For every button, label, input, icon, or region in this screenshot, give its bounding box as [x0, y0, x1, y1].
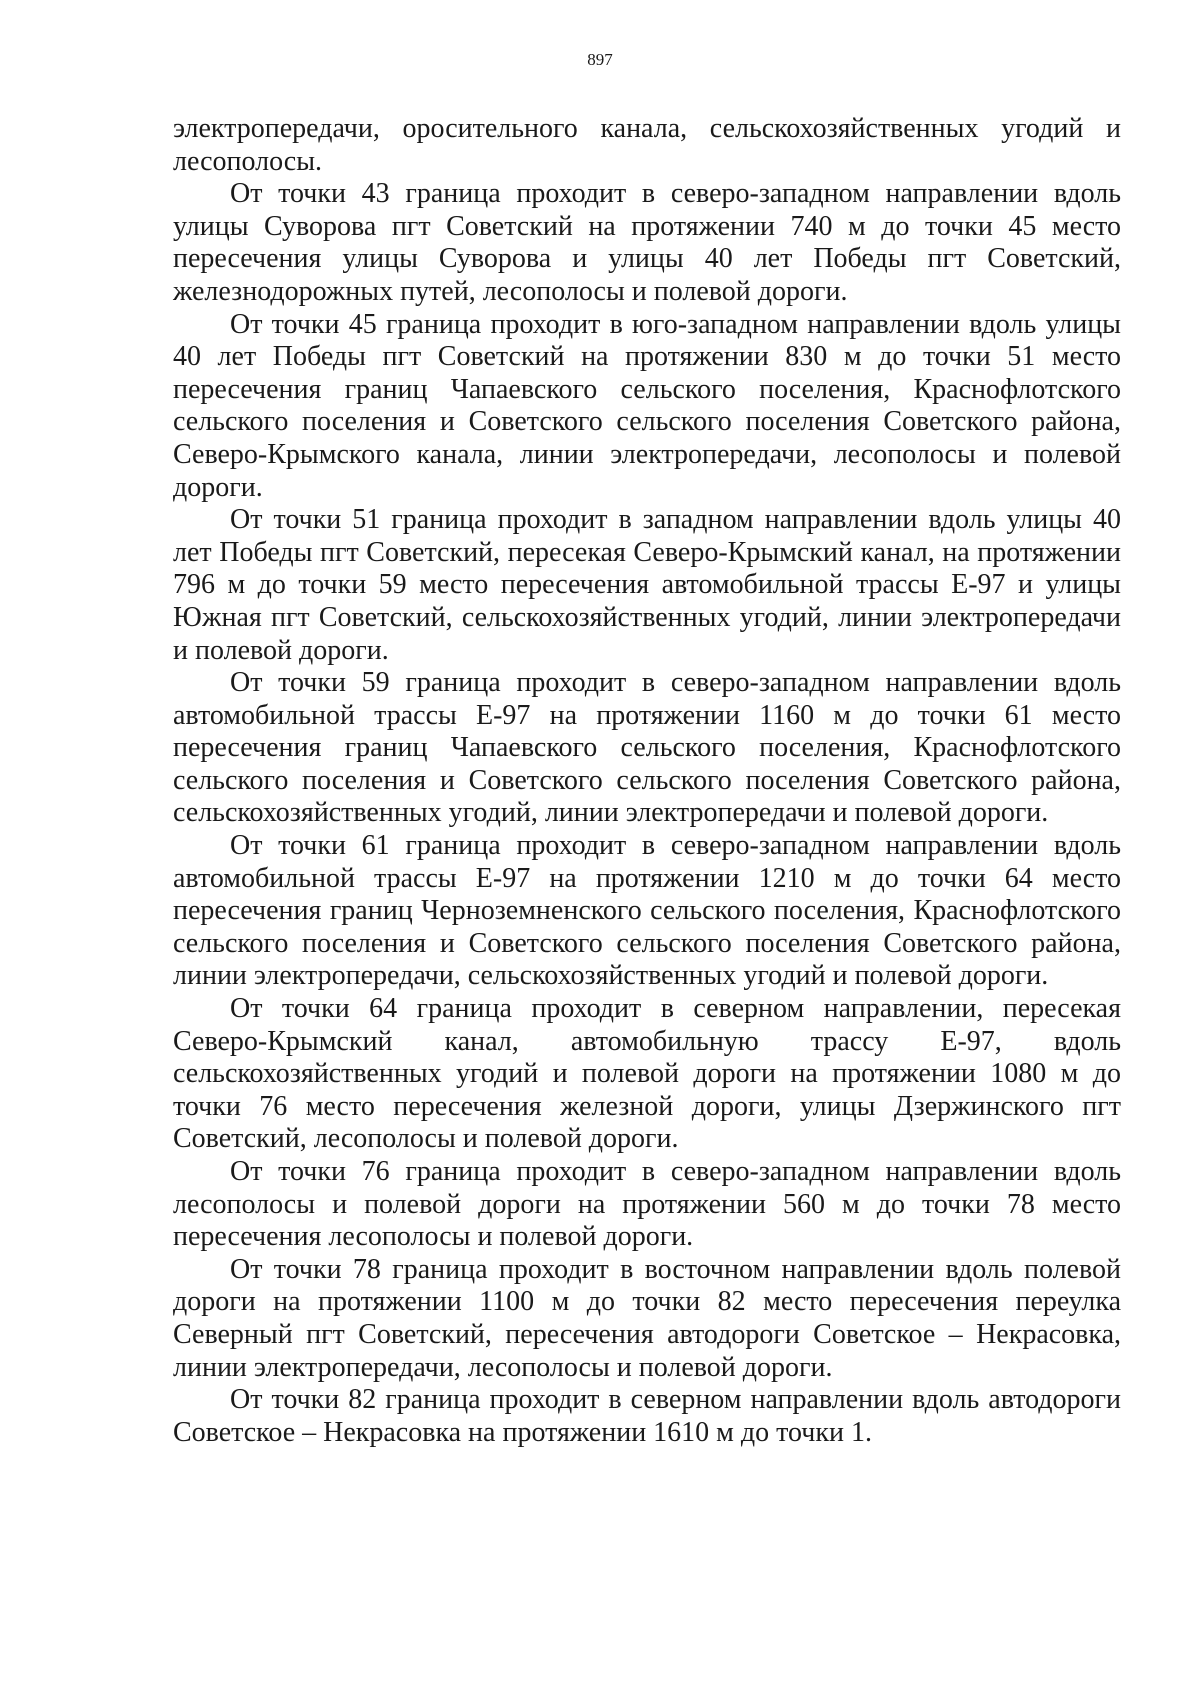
paragraph-point-64: От точки 64 граница проходит в северном направлении, пересекая Северо-Крымский канал, автомобильную трассу Е-97, вдоль сельскохозяйственных угодий и полевой дороги на протяжении 1080 м до точки 76 место пересечения железной дороги, улицы Дзержинского пгт Советский, лесополосы и полевой дороги.: [173, 993, 1121, 1155]
paragraph-point-59: От точки 59 граница проходит в северо-западном направлении вдоль автомобильной трассы Е-97 на протяжении 1160 м до точки 61 место пересечения границ Чапаевского сельского поселения, Краснофлотского сельского поселения и Советского сельского поселения Советского района, сельскохозяйственных угодий, линии электропередачи и полевой дороги.: [173, 667, 1121, 829]
paragraph-point-78: От точки 78 граница проходит в восточном направлении вдоль полевой дороги на протяжении 1100 м до точки 82 место пересечения переулка Северный пгт Советский, пересечения автодороги Советское – Некрасовка, линии электропередачи, лесополосы и полевой дороги.: [173, 1253, 1121, 1383]
paragraph-point-82: От точки 82 граница проходит в северном направлении вдоль автодороги Советское – Некрасовка на протяжении 1610 м до точки 1.: [173, 1384, 1121, 1448]
paragraph-point-61: От точки 61 граница проходит в северо-западном направлении вдоль автомобильной трассы Е-97 на протяжении 1210 м до точки 64 место пересечения границ Черноземненского сельского поселения, Краснофлотского сельского поселения и Советского сельского поселения Советского района, линии электропередачи, сельскохозяйственных угодий и полевой дороги.: [173, 830, 1121, 992]
paragraph-point-51: От точки 51 граница проходит в западном направлении вдоль улицы 40 лет Победы пгт Советский, пересекая Северо-Крымский канал, на протяжении 796 м до точки 59 место пересечения автомобильной трассы Е-97 и улицы Южная пгт Советский, сельскохозяйственных угодий, линии электропередачи и полевой дороги.: [173, 504, 1121, 666]
paragraph-point-76: От точки 76 граница проходит в северо-западном направлении вдоль лесополосы и полевой дороги на протяжении 560 м до точки 78 место пересечения лесополосы и полевой дороги.: [173, 1156, 1121, 1253]
page-number: 897: [587, 50, 613, 69]
paragraph-point-43: От точки 43 граница проходит в северо-западном направлении вдоль улицы Суворова пгт Советский на протяжении 740 м до точки 45 место пересечения улицы Суворова и улицы 40 лет Победы пгт Советский, железнодорожных путей, лесополосы и полевой дороги.: [173, 178, 1121, 307]
paragraph-continuation: электропередачи, оросительного канала, сельскохозяйственных угодий и лесополосы.: [173, 113, 1121, 177]
document-body: [173, 113, 1121, 1449]
paragraph-point-45: От точки 45 граница проходит в юго-западном направлении вдоль улицы 40 лет Победы пгт Советский на протяжении 830 м до точки 51 место пересечения границ Чапаевского сельского поселения, Краснофлотского сельского поселения и Советского сельского поселения Советского района, Северо-Крымского канала, линии электропередачи, лесополосы и полевой дороги.: [173, 308, 1121, 503]
